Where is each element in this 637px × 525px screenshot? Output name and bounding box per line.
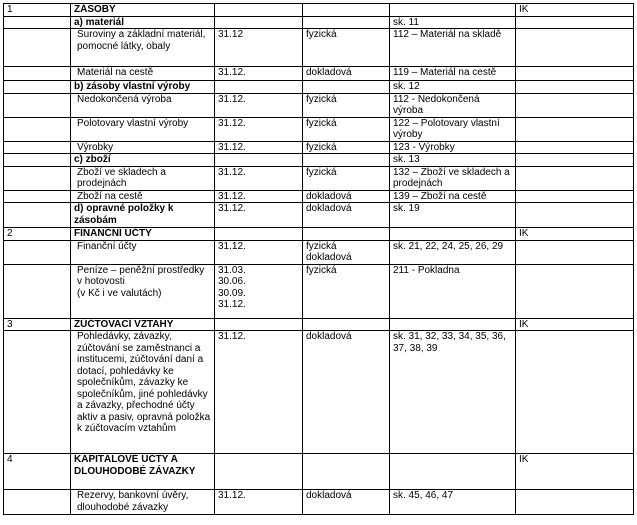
table-row: [4, 490, 634, 515]
inventory-type-cell: fyzická: [303, 166, 390, 190]
table-row: [4, 331, 634, 454]
item-name-cell: KAPITÁLOVÉ ÚČTY A DLOUHODOBÉ ZÁVAZKY: [71, 454, 215, 490]
item-name-cell: Nedokončená výroba: [71, 93, 215, 117]
inventory-table: [3, 3, 634, 515]
note-cell: [516, 190, 634, 203]
item-name-cell: Pohledávky, závazky, zúčtování se zaměstnanci a institucemi, zúčtování daní a dotací, pohledávky ke společníkům, závazky ke společníkům, jiné pohledávky a závazky, přechodné účty aktiv a pasiv, opravná položka k zúčtovacím vztahům: [71, 331, 215, 454]
item-name-cell: d) opravné položky k zásobám: [71, 203, 215, 228]
section-number-cell: [4, 29, 71, 67]
account-cell: [390, 4, 516, 17]
table-row: [4, 166, 634, 190]
item-name-cell: Polotovary vlastní výroby: [71, 117, 215, 141]
note-cell: [516, 141, 634, 154]
section-number-cell: [4, 203, 71, 228]
table-row: [4, 454, 634, 490]
inventory-type-cell: dokladová: [303, 190, 390, 203]
date-cell: [215, 228, 303, 241]
date-cell: 31.12.: [215, 203, 303, 228]
account-cell: 112 - Nedokončená výroba: [390, 93, 516, 117]
note-cell: [516, 117, 634, 141]
date-cell: 31.12.: [215, 190, 303, 203]
note-cell: [516, 203, 634, 228]
note-cell: [516, 166, 634, 190]
section-number-cell: [4, 331, 71, 454]
table-row: [4, 240, 634, 264]
inventory-type-cell: [303, 318, 390, 331]
date-cell: 31.12.: [215, 67, 303, 81]
item-name-cell: Finanční účty: [71, 240, 215, 264]
section-number-cell: [4, 67, 71, 81]
account-cell: sk. 45, 46, 47: [390, 490, 516, 515]
account-cell: 132 – Zboží ve skladech a prodejnách: [390, 166, 516, 190]
table-row: [4, 228, 634, 241]
date-cell: 31.12: [215, 29, 303, 67]
item-name-cell: a) materiál: [71, 16, 215, 29]
section-number-cell: [4, 117, 71, 141]
item-name-cell: Rezervy, bankovní úvěry, dlouhodobé závazky: [71, 490, 215, 515]
note-cell: [516, 154, 634, 167]
date-cell: 31.03. 30.06. 30.09. 31.12.: [215, 264, 303, 318]
table-row: [4, 81, 634, 94]
note-cell: [516, 29, 634, 67]
inventory-type-cell: fyzická dokladová: [303, 240, 390, 264]
account-cell: sk. 11: [390, 16, 516, 29]
account-cell: sk. 21, 22, 24, 25, 26, 29: [390, 240, 516, 264]
inventory-type-cell: [303, 454, 390, 490]
inventory-type-cell: [303, 4, 390, 17]
item-name-cell: Zboží na cestě: [71, 190, 215, 203]
table-row: [4, 318, 634, 331]
section-number-cell: [4, 141, 71, 154]
note-cell: [516, 490, 634, 515]
account-cell: [390, 454, 516, 490]
note-cell: [516, 93, 634, 117]
date-cell: 31.12.: [215, 490, 303, 515]
inventory-type-cell: [303, 154, 390, 167]
account-cell: 211 - Pokladna: [390, 264, 516, 318]
note-cell: IK: [516, 318, 634, 331]
date-cell: [215, 454, 303, 490]
date-cell: [215, 154, 303, 167]
inventory-type-cell: dokladová: [303, 490, 390, 515]
item-name-cell: Výrobky: [71, 141, 215, 154]
note-cell: IK: [516, 454, 634, 490]
account-cell: sk. 19: [390, 203, 516, 228]
date-cell: 31.12.: [215, 117, 303, 141]
table-row: [4, 264, 634, 318]
date-cell: [215, 81, 303, 94]
account-cell: 122 – Polotovary vlastní výroby: [390, 117, 516, 141]
section-number-cell: [4, 166, 71, 190]
table-body: [4, 4, 634, 515]
section-number-cell: [4, 154, 71, 167]
account-cell: sk. 12: [390, 81, 516, 94]
item-name-cell: Materiál na cestě: [71, 67, 215, 81]
item-name-cell: Suroviny a základní materiál, pomocné látky, obaly: [71, 29, 215, 67]
date-cell: [215, 318, 303, 331]
note-cell: [516, 81, 634, 94]
section-number-cell: [4, 240, 71, 264]
item-name-cell: ZÁSOBY: [71, 4, 215, 17]
account-cell: 119 – Materiál na cestě: [390, 67, 516, 81]
inventory-type-cell: dokladová: [303, 203, 390, 228]
account-cell: 112 – Materiál na skladě: [390, 29, 516, 67]
inventory-type-cell: fyzická: [303, 141, 390, 154]
item-name-cell: ZÚČTOVACÍ VZTAHY: [71, 318, 215, 331]
date-cell: 31.12.: [215, 240, 303, 264]
table-row: [4, 141, 634, 154]
section-number-cell: [4, 190, 71, 203]
table-row: [4, 154, 634, 167]
account-cell: 139 – Zboží na cestě: [390, 190, 516, 203]
item-name-cell: Peníze – peněžní prostředky v hotovosti (v Kč i ve valutách): [71, 264, 215, 318]
note-cell: IK: [516, 4, 634, 17]
date-cell: [215, 4, 303, 17]
table-row: [4, 203, 634, 228]
account-cell: sk. 31, 32, 33, 34, 35, 36, 37, 38, 39: [390, 331, 516, 454]
account-cell: [390, 228, 516, 241]
table-row: [4, 190, 634, 203]
note-cell: [516, 264, 634, 318]
table-row: [4, 117, 634, 141]
item-name-cell: c) zboží: [71, 154, 215, 167]
date-cell: 31.12.: [215, 141, 303, 154]
table-row: [4, 4, 634, 17]
account-cell: sk. 13: [390, 154, 516, 167]
section-number-cell: 3: [4, 318, 71, 331]
table-row: [4, 16, 634, 29]
note-cell: IK: [516, 228, 634, 241]
table-row: [4, 29, 634, 67]
inventory-type-cell: fyzická: [303, 93, 390, 117]
section-number-cell: [4, 81, 71, 94]
table-row: [4, 67, 634, 81]
note-cell: [516, 16, 634, 29]
item-name-cell: FINANČNÍ ÚČTY: [71, 228, 215, 241]
inventory-type-cell: fyzická: [303, 264, 390, 318]
inventory-type-cell: dokladová: [303, 67, 390, 81]
section-number-cell: [4, 93, 71, 117]
note-cell: [516, 240, 634, 264]
inventory-type-cell: [303, 228, 390, 241]
section-number-cell: [4, 16, 71, 29]
section-number-cell: 1: [4, 4, 71, 17]
date-cell: [215, 16, 303, 29]
section-number-cell: [4, 490, 71, 515]
inventory-type-cell: [303, 16, 390, 29]
inventory-type-cell: dokladová: [303, 331, 390, 454]
date-cell: 31.12.: [215, 331, 303, 454]
table-row: [4, 93, 634, 117]
note-cell: [516, 331, 634, 454]
item-name-cell: b) zásoby vlastní výroby: [71, 81, 215, 94]
section-number-cell: [4, 264, 71, 318]
account-cell: 123 - Výrobky: [390, 141, 516, 154]
section-number-cell: 2: [4, 228, 71, 241]
note-cell: [516, 67, 634, 81]
inventory-type-cell: fyzická: [303, 117, 390, 141]
date-cell: 31.12.: [215, 93, 303, 117]
inventory-type-cell: fyzická: [303, 29, 390, 67]
inventory-type-cell: [303, 81, 390, 94]
date-cell: 31.12.: [215, 166, 303, 190]
section-number-cell: 4: [4, 454, 71, 490]
item-name-cell: Zboží ve skladech a prodejnách: [71, 166, 215, 190]
account-cell: [390, 318, 516, 331]
